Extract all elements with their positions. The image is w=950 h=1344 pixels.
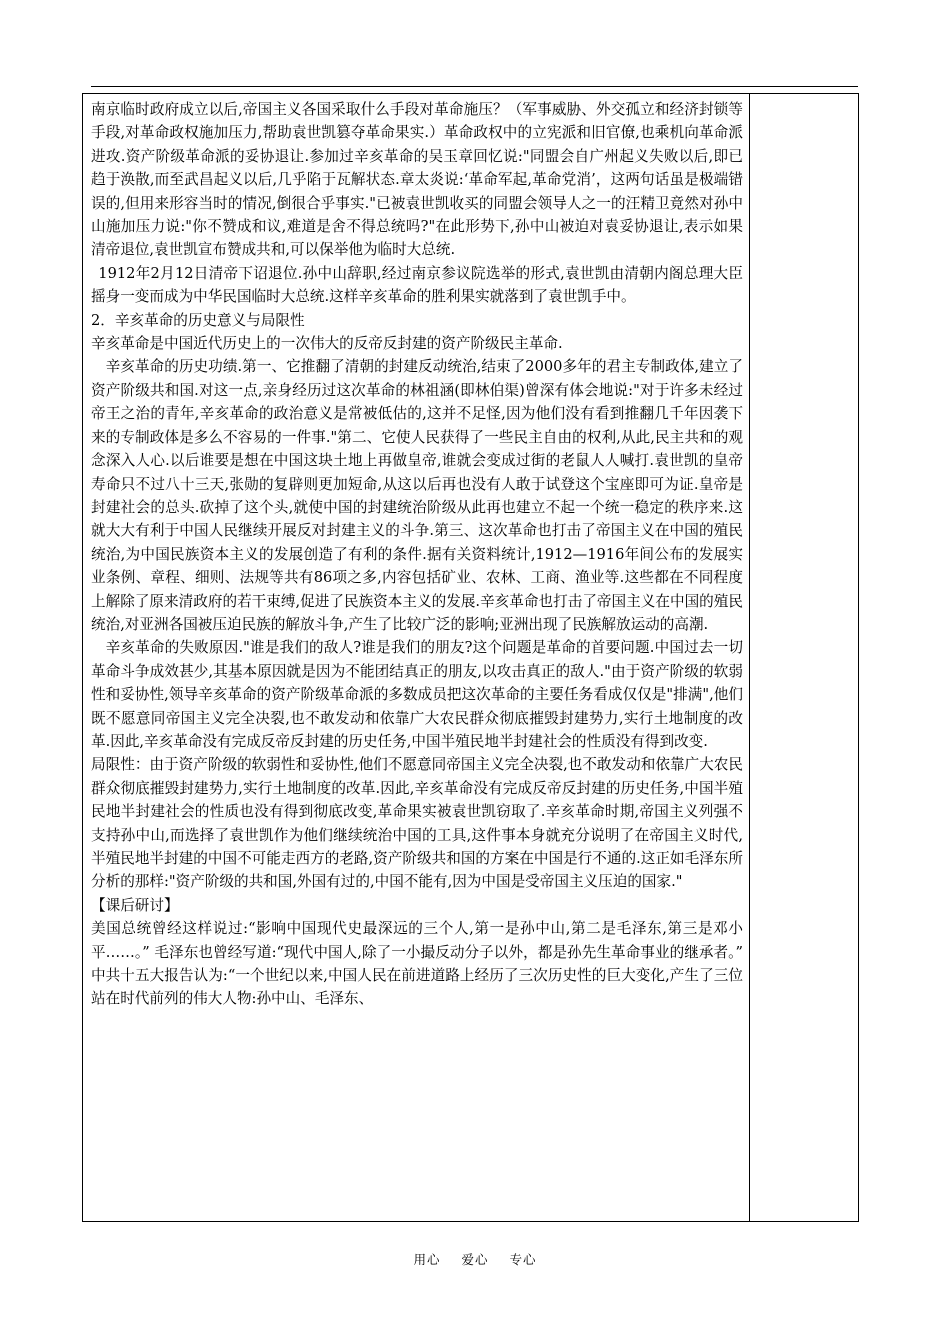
footer-word-1: 用心 xyxy=(413,1252,441,1267)
header-rule xyxy=(91,86,858,87)
paragraph-historical-achievements: 辛亥革命的历史功绩.第一、它推翻了清朝的封建反动统治,结束了2000多年的君主专制政体,建立了资产阶级共和国.对这一点,亲身经历过这次革命的林祖涵(即林伯渠)曾深有体会地说:"对于许多未经过帝王之治的青年,辛亥革命的政治意义是常被低估的,这并不足怪,因为他们没有看到推翻几千年因袭下来的专制政体是多么不容易的一件事."第二、它使人民获得了一些民主自由的权利,从此,民主共和的观念深入人心.以后谁要是想在中国这块土地上再做皇帝,谁就会变成过街的老鼠人人喊打.袁世凯的皇帝寿命只不过八十三天,张勋的复辟则更加短命,从这以后再也没有人敢于试登这个宝座即可为证.皇帝是封建社会的总头.砍掉了这个头,就使中国的封建统治阶级从此再也建立不起一个统一稳定的秩序来.这就大大有利于中国人民继续开展反对封建主义的斗争.第三、这次革命也打击了帝国主义在中国的殖民统治,为中国民族资本主义的发展创造了有利的条件.据有关资料统计,1912—1916年间公布的发展实业条例、章程、细则、法规等共有86项之多,内容包括矿业、农林、工商、渔业等.这些都在不同程度上解除了原来清政府的若干束缚,促进了民族资本主义的发展.辛亥革命也打击了帝国主义在中国的殖民统治,对亚洲各国被压迫民族的解放斗争,产生了比较广泛的影响;亚洲出现了民族解放运动的高潮. xyxy=(91,358,743,633)
section-heading-significance: 2．辛亥革命的历史意义与局限性 xyxy=(91,311,305,329)
paragraph-foreign-pressure: 南京临时政府成立以后,帝国主义各国采取什么手段对革命施压？（军事威胁、外交孤立和经济封锁等手段,对革命政权施加压力,帮助袁世凯篡夺革命果实.）革命政权中的立宪派和旧官僚,也乘机向革命派进攻.资产阶级革命派的妥协退让.参加过辛亥革命的吴玉章回忆说:"同盟会自广州起义失败以后,即已趋于涣散,而至武昌起义以后,几乎陷于瓦解状态.章太炎说:‘革命军起,革命党消’，这两句话虽是极端错误的,但用来形容当时的情况,倒很合乎事实."已被袁世凯收买的同盟会领导人之一的汪精卫竟然对孙中山施加压力说:"你不赞成和议,难道是舍不得总统吗?"在此形势下,孙中山被迫对袁妥协退让,表示如果清帝退位,袁世凯宣布赞成共和,可以保举他为临时大总统. xyxy=(91,101,743,259)
footer-word-2: 爱心 xyxy=(461,1252,489,1267)
notes-cell xyxy=(750,94,858,1221)
section-heading-after-class: 【课后研讨】 xyxy=(91,896,179,914)
paragraph-revolution-nature: 辛亥革命是中国近代历史上的一次伟大的反帝反封建的资产阶级民主革命. xyxy=(91,335,563,353)
document-table xyxy=(82,93,859,1222)
page-footer xyxy=(0,1250,950,1268)
paragraph-failure-reasons: 辛亥革命的失败原因."谁是我们的敌人?谁是我们的朋友?这个问题是革命的首要问题.中国过去一切革命斗争成效甚少,其基本原因就是因为不能团结真正的朋友,以攻击真正的敌人."由于资产阶级的软弱性和妥协性,领导辛亥革命的资产阶级革命派的多数成员把这次革命的主要任务看成仅仅是"排满",他们既不愿意同帝国主义完全决裂,也不敢发动和依靠广大农民群众彻底摧毁封建势力,实行土地制度的改革.因此,辛亥革命没有完成反帝反封建的历史任务,中国半殖民地半封建社会的性质没有得到改变. xyxy=(91,639,743,750)
paragraph-limitations: 局限性：由于资产阶级的软弱性和妥协性,他们不愿意同帝国主义完全决裂,也不敢发动和依靠广大农民群众彻底摧毁封建势力,实行土地制度的改革.因此,辛亥革命没有完成反帝反封建的历史任务,中国半殖民地半封建社会的性质也没有得到彻底改变,革命果实被袁世凯窃取了.辛亥革命时期,帝国主义列强不支持孙中山,而选择了袁世凯作为他们继续统治中国的工具,这件事本身就充分说明了在帝国主义时代,半殖民地半封建的中国不可能走西方的老路,资产阶级共和国的方案在中国是行不通的.这正如毛泽东所分析的那样:"资产阶级的共和国,外国有过的,中国不能有,因为中国是受帝国主义压迫的国家." xyxy=(91,756,743,891)
footer-word-3: 专心 xyxy=(509,1252,537,1267)
main-content-cell xyxy=(83,94,750,1221)
paragraph-qing-abdication: 1912年2月12日清帝下诏退位.孙中山辞职,经过南京参议院选举的形式,袁世凯由清朝内阁总理大臣摇身一变而成为中华民国临时大总统.这样辛亥革命的胜利果实就落到了袁世凯手中。 xyxy=(91,264,743,306)
paragraph-discussion: 美国总统曾经这样说过:“影响中国现代史最深远的三个人,第一是孙中山,第二是毛泽东,第三是邓小平……。” 毛泽东也曾经写道:“现代中国人,除了一小撮反动分子以外，都是孙先生革命事业的继承者。” 中共十五大报告认为:“一个世纪以来,中国人民在前进道路上经历了三次历史性的巨大变化,产生了三位站在时代前列的伟大人物:孙中山、毛泽东、 xyxy=(91,920,743,1008)
